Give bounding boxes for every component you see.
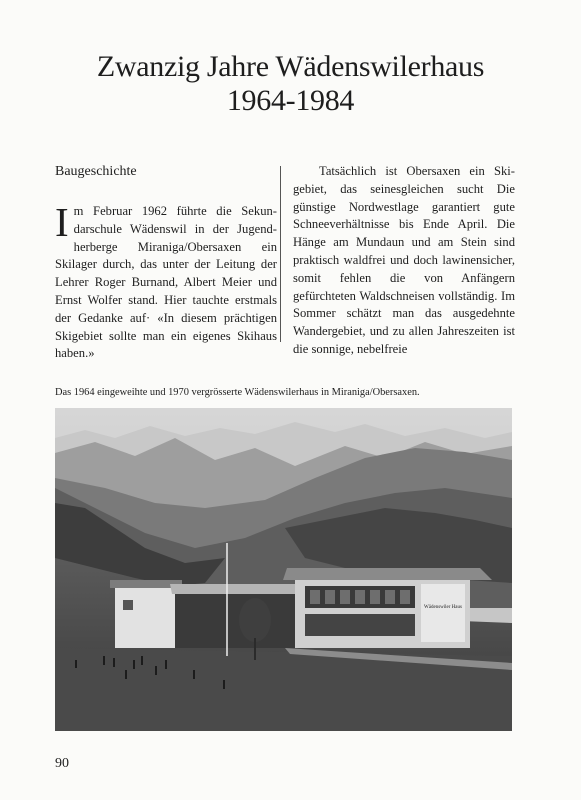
right-column (293, 163, 515, 359)
article-title (40, 50, 541, 118)
photo-caption: Das 1964 eingeweihte und 1970 vergrösserte Wädenswilerhaus in Miraniga/Obersaxen. (55, 387, 420, 398)
page-number: 90 (55, 756, 69, 771)
photo-illustration (55, 408, 512, 731)
column-divider (280, 166, 281, 342)
right-paragraph: Tatsächlich ist Obersaxen ein Skigebiet, das seinesgleichen sucht Die günstige Nordwestlage garantiert gute Schneeverhältnisse bis Ende April. Die Hänge am Mundaun und am Stein sind praktisch waldfrei und doch lawinensicher, somit fehlen die von Anfängern gefürchteten Waldschneisen vollständig. Im Sommer schätzt man das ausgedehnte Wandergebiet, und zu allen Jahreszeiten ist die sonnige, nebelfreie (293, 164, 515, 356)
drop-cap: I (55, 199, 69, 245)
building-photo (55, 408, 512, 731)
section-heading: Baugeschichte (55, 164, 137, 179)
left-paragraph (55, 199, 277, 363)
title-line-1: Zwanzig Jahre Wädenswilerhaus (96, 50, 485, 83)
title-line-2: 1964-1984 (226, 84, 355, 117)
left-paragraph-text: m Februar 1962 führte die Sekundarschule Wädenswil in der Jugendherberge Miraniga/Obersaxen ein Skilager durch, das unter der Leitung der Lehrer Roger Burnand, Albert Meier und Ernst Wolfer stand. Hier tauchte erstmals der Gedanke auf· «In diesem prächtigen Skigebiet sollte man ein eigenes Skihaus haben.» (55, 204, 277, 361)
left-column (55, 163, 277, 363)
building-sign: Wädenswiler Haus (424, 605, 462, 610)
